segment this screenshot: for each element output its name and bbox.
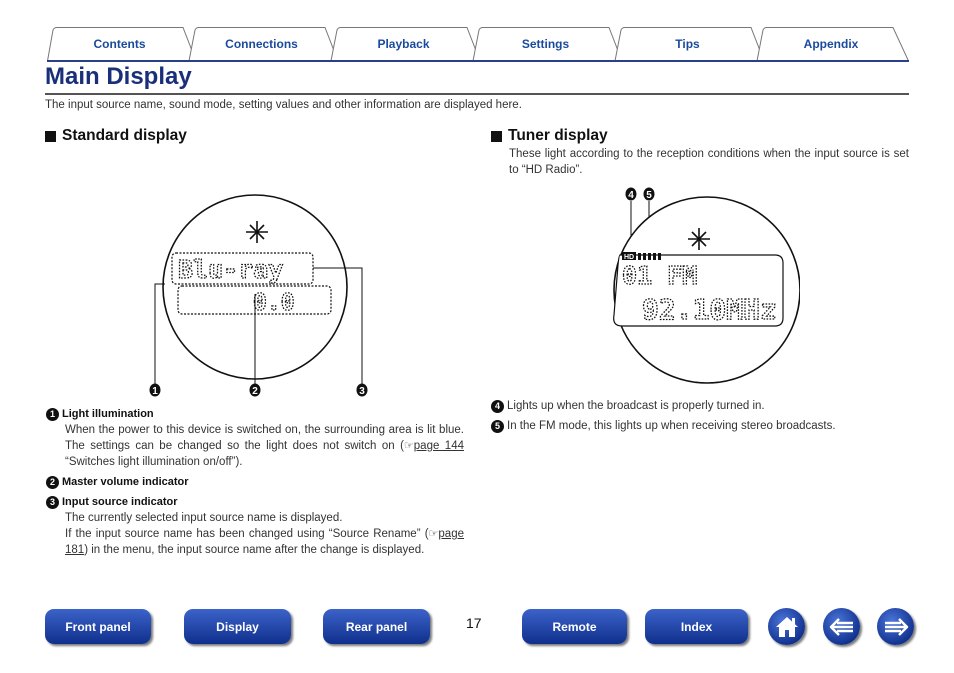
- item-body: If the input source name has been changed using “Source Rename” (☞page 181) in the menu, the input source name after the change is displayed.: [65, 528, 464, 556]
- tab-settings[interactable]: Settings: [521, 37, 570, 51]
- standard-display-descriptions: [46, 406, 464, 558]
- remote-button[interactable]: Remote: [522, 609, 627, 644]
- svg-text:3: 3: [359, 386, 365, 397]
- title-divider: [45, 93, 909, 95]
- tuner-description: These light according to the reception conditions when the input source is set to “HD Radio”.: [509, 148, 909, 176]
- svg-text:1: 1: [152, 386, 158, 397]
- page-181-link[interactable]: page 181: [65, 528, 464, 556]
- tab-tips[interactable]: Tips: [675, 37, 700, 51]
- tab-divider: [47, 60, 909, 62]
- callout-1-badge: [150, 384, 161, 398]
- number-badge: 1: [46, 408, 59, 421]
- tuner-frequency-text: 92.10MHz: [642, 293, 777, 326]
- front-panel-button[interactable]: Front panel: [45, 609, 151, 644]
- list-item: [46, 494, 464, 558]
- tuner-preset-band-text: 01 FM: [622, 261, 698, 290]
- volume-text: 0.0: [253, 290, 295, 316]
- list-item: 4 Lights up when the broadcast is properly turned in.: [491, 398, 911, 414]
- tuner-display-heading: [491, 127, 608, 145]
- list-item: [46, 474, 464, 490]
- item-body: The currently selected input source name is displayed.: [65, 512, 343, 524]
- svg-text:5: 5: [646, 190, 652, 201]
- home-icon: [774, 615, 800, 639]
- standard-display-heading-text: Standard display: [62, 127, 187, 144]
- standard-display-diagram: [140, 180, 380, 400]
- top-tab-bar: [47, 27, 909, 61]
- number-badge: 4: [491, 400, 504, 413]
- list-item: 5 In the FM mode, this lights up when receiving stereo broadcasts.: [491, 418, 911, 434]
- rear-panel-button[interactable]: Rear panel: [323, 609, 430, 644]
- page-number: 17: [466, 615, 482, 631]
- arrow-left-icon: [829, 617, 855, 637]
- square-bullet-icon: [45, 131, 56, 142]
- tuner-descriptions: [491, 398, 911, 434]
- tuner-display-heading-text: Tuner display: [508, 127, 608, 144]
- standard-display-heading: [45, 127, 187, 145]
- callout-2-badge: [250, 384, 261, 398]
- tab-connections[interactable]: Connections: [225, 37, 298, 51]
- back-button[interactable]: [823, 608, 860, 645]
- callout-3-badge: [357, 384, 368, 398]
- page-title: Main Display: [45, 63, 192, 90]
- tab-appendix[interactable]: Appendix: [803, 37, 859, 51]
- tab-contents[interactable]: Contents: [93, 37, 146, 51]
- tuner-display-diagram: [600, 183, 800, 388]
- forward-button[interactable]: [877, 608, 914, 645]
- svg-text:4: 4: [628, 190, 634, 201]
- number-badge: 3: [46, 496, 59, 509]
- svg-text:2: 2: [252, 386, 258, 397]
- pointing-hand-icon: ☞: [403, 440, 414, 452]
- intro-text: The input source name, sound mode, setting values and other information are displayed here.: [45, 99, 522, 111]
- item-title: Input source indicator: [62, 496, 178, 508]
- number-badge: 2: [46, 476, 59, 489]
- pointing-hand-icon: ☞: [428, 528, 439, 540]
- item-body: When the power to this device is switched on, the surrounding area is lit blue. The settings can be changed so the light does not switch on (☞page 144 “Switches light illumination on/off”).: [65, 424, 464, 468]
- item-title: Master volume indicator: [62, 476, 189, 488]
- page-144-link[interactable]: page 144: [413, 440, 464, 452]
- input-source-text: Blu-ray: [178, 255, 284, 284]
- number-badge: 5: [491, 420, 504, 433]
- index-button[interactable]: Index: [645, 609, 748, 644]
- tab-playback[interactable]: Playback: [377, 37, 430, 51]
- callout-4-badge: [626, 188, 637, 202]
- item-title: Light illumination: [62, 408, 154, 420]
- callout-5-badge: [644, 188, 655, 202]
- display-button[interactable]: Display: [184, 609, 291, 644]
- svg-text:HD: HD: [623, 254, 635, 261]
- square-bullet-icon: [491, 131, 502, 142]
- list-item: [46, 406, 464, 470]
- arrow-right-icon: [883, 617, 909, 637]
- home-button[interactable]: [768, 608, 805, 645]
